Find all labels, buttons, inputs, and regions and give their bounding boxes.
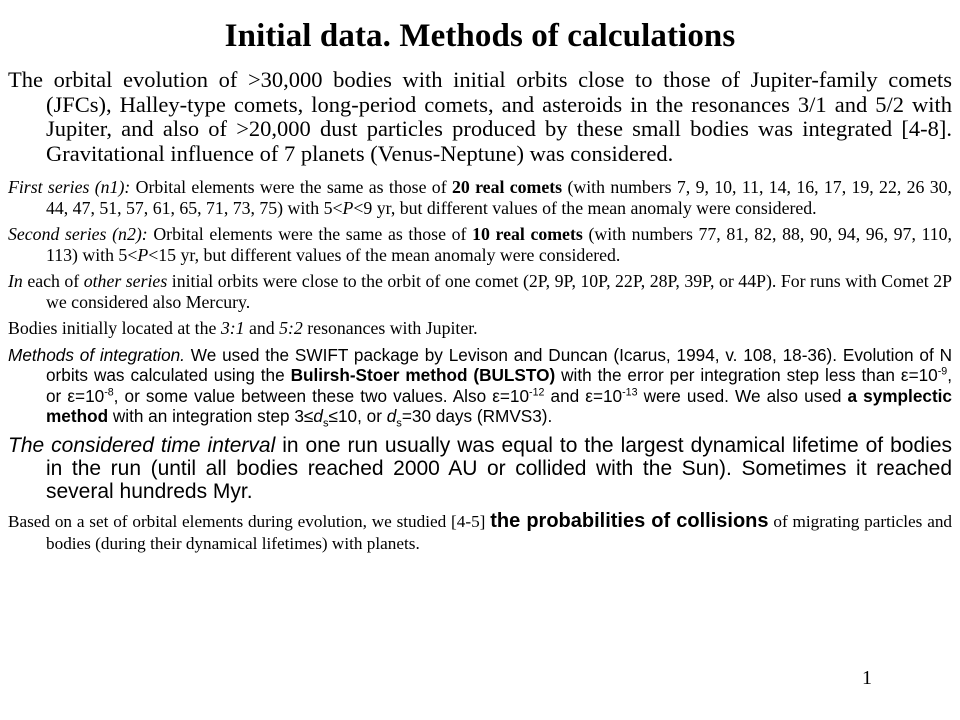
text: s bbox=[322, 417, 329, 430]
text: ε bbox=[67, 385, 76, 406]
text: with an integration step 3≤ bbox=[108, 406, 314, 426]
text: (with numbers 77, 81, 82, 88, 90, 94, 96, 97, 110, 113) with 5< bbox=[46, 224, 952, 265]
text: d bbox=[313, 406, 323, 426]
second-series-label: Second series (n2): bbox=[8, 224, 148, 244]
text: ≤10, or bbox=[328, 406, 387, 426]
text: (with numbers 7, 9, 10, 11, 14, 16, 17, 19, 22, 26 30, 44, 47, 51, 57, 61, 65, 71, 73, 75) with 5< bbox=[46, 177, 952, 218]
text: =10 bbox=[908, 365, 938, 385]
text: and bbox=[244, 318, 280, 338]
text: Bodies initially located at the bbox=[8, 318, 221, 338]
second-series-paragraph bbox=[8, 224, 952, 265]
text: =30 days (RMVS3). bbox=[401, 406, 553, 426]
text: In bbox=[8, 271, 23, 291]
text: =10 bbox=[592, 385, 623, 406]
text: other series bbox=[83, 271, 168, 291]
text: ε bbox=[900, 365, 909, 385]
first-series-label: First series (n1): bbox=[8, 177, 131, 197]
text: initial orbits were close to the orbit of one comet (2P, 9P, 10P, 22P, 28P, 39P, or 44P). For runs with Comet 2P we considered also Mercury. bbox=[46, 271, 953, 312]
text: d bbox=[386, 406, 397, 426]
final-paragraph bbox=[8, 510, 952, 555]
text: 3:1 bbox=[220, 318, 245, 338]
text: ε bbox=[585, 385, 593, 406]
slide-body bbox=[8, 68, 952, 555]
slide-title: Initial data. Methods of calculations bbox=[224, 18, 736, 54]
text: , or bbox=[46, 365, 952, 406]
text: 5:2 bbox=[279, 318, 303, 338]
text: Based on a set of orbital elements during evolution, we studied [4-5] bbox=[8, 511, 491, 531]
text: Bulirsh-Stoer method (BULSTO) bbox=[290, 365, 556, 385]
other-series-paragraph bbox=[8, 271, 952, 312]
text: -13 bbox=[622, 385, 638, 398]
text: -12 bbox=[529, 385, 545, 398]
intro-paragraph: The orbital evolution of >30,000 bodies with initial orbits close to those of Jupiter-family comets (JFCs), Halley-type comets, long-period comets, and asteroids in the resonances 3/1 and 5/2 with Jupiter, and also of >20,000 dust particles produced by these small bodies was integrated [4-8]. Gravitational influence of 7 planets (Venus-Neptune) was considered. bbox=[8, 67, 952, 166]
text: with the error per integration step less than bbox=[555, 365, 901, 385]
text: ε bbox=[492, 385, 500, 406]
resonances-paragraph bbox=[8, 318, 952, 339]
text: were used. We also used bbox=[637, 385, 848, 406]
collision-probabilities-bold: the probabilities of collisions bbox=[490, 509, 769, 532]
methods-label: Methods of integration. bbox=[8, 344, 185, 365]
text: =10 bbox=[499, 385, 530, 406]
text: Orbital elements were the same as those of bbox=[147, 224, 473, 244]
text: s bbox=[396, 417, 402, 430]
text: <15 yr, but different values of the mean anomaly were considered. bbox=[148, 244, 621, 265]
first-series-bold: 20 real comets bbox=[451, 177, 563, 197]
text: We used the SWIFT package by Levison and Duncan (Icarus, 1994, v. 108, 18-36). Evolution of N orbits was calculated using the bbox=[46, 344, 952, 385]
text: Orbital elements were the same as those of bbox=[130, 177, 452, 197]
text: of migrating particles and bodies (during their dynamical lifetimes) with planets. bbox=[46, 511, 953, 553]
text: a symplectic method bbox=[46, 385, 952, 426]
methods-paragraph bbox=[8, 344, 952, 430]
text: -9 bbox=[937, 365, 948, 378]
text: resonances with Jupiter. bbox=[302, 318, 478, 338]
text: -8 bbox=[104, 385, 114, 398]
text: and bbox=[544, 385, 586, 406]
text: <9 yr, but different values of the mean anomaly were considered. bbox=[353, 197, 817, 218]
time-interval-paragraph bbox=[8, 434, 952, 503]
variable-p: P bbox=[342, 197, 354, 218]
text: in one run usually was equal to the largest dynamical lifetime of bodies in the run (until all bodies reached 2000 AU or collided with the Sun). Sometimes it reached several hundreds Myr. bbox=[46, 433, 952, 503]
text: , or some value between these two values. Also bbox=[113, 385, 493, 406]
text: =10 bbox=[75, 385, 105, 406]
page-number: 1 bbox=[862, 667, 872, 689]
first-series-paragraph bbox=[8, 177, 952, 218]
second-series-bold: 10 real comets bbox=[472, 224, 583, 244]
text: The considered time interval bbox=[8, 433, 276, 457]
text: each of bbox=[22, 271, 84, 291]
variable-p: P bbox=[137, 244, 149, 265]
